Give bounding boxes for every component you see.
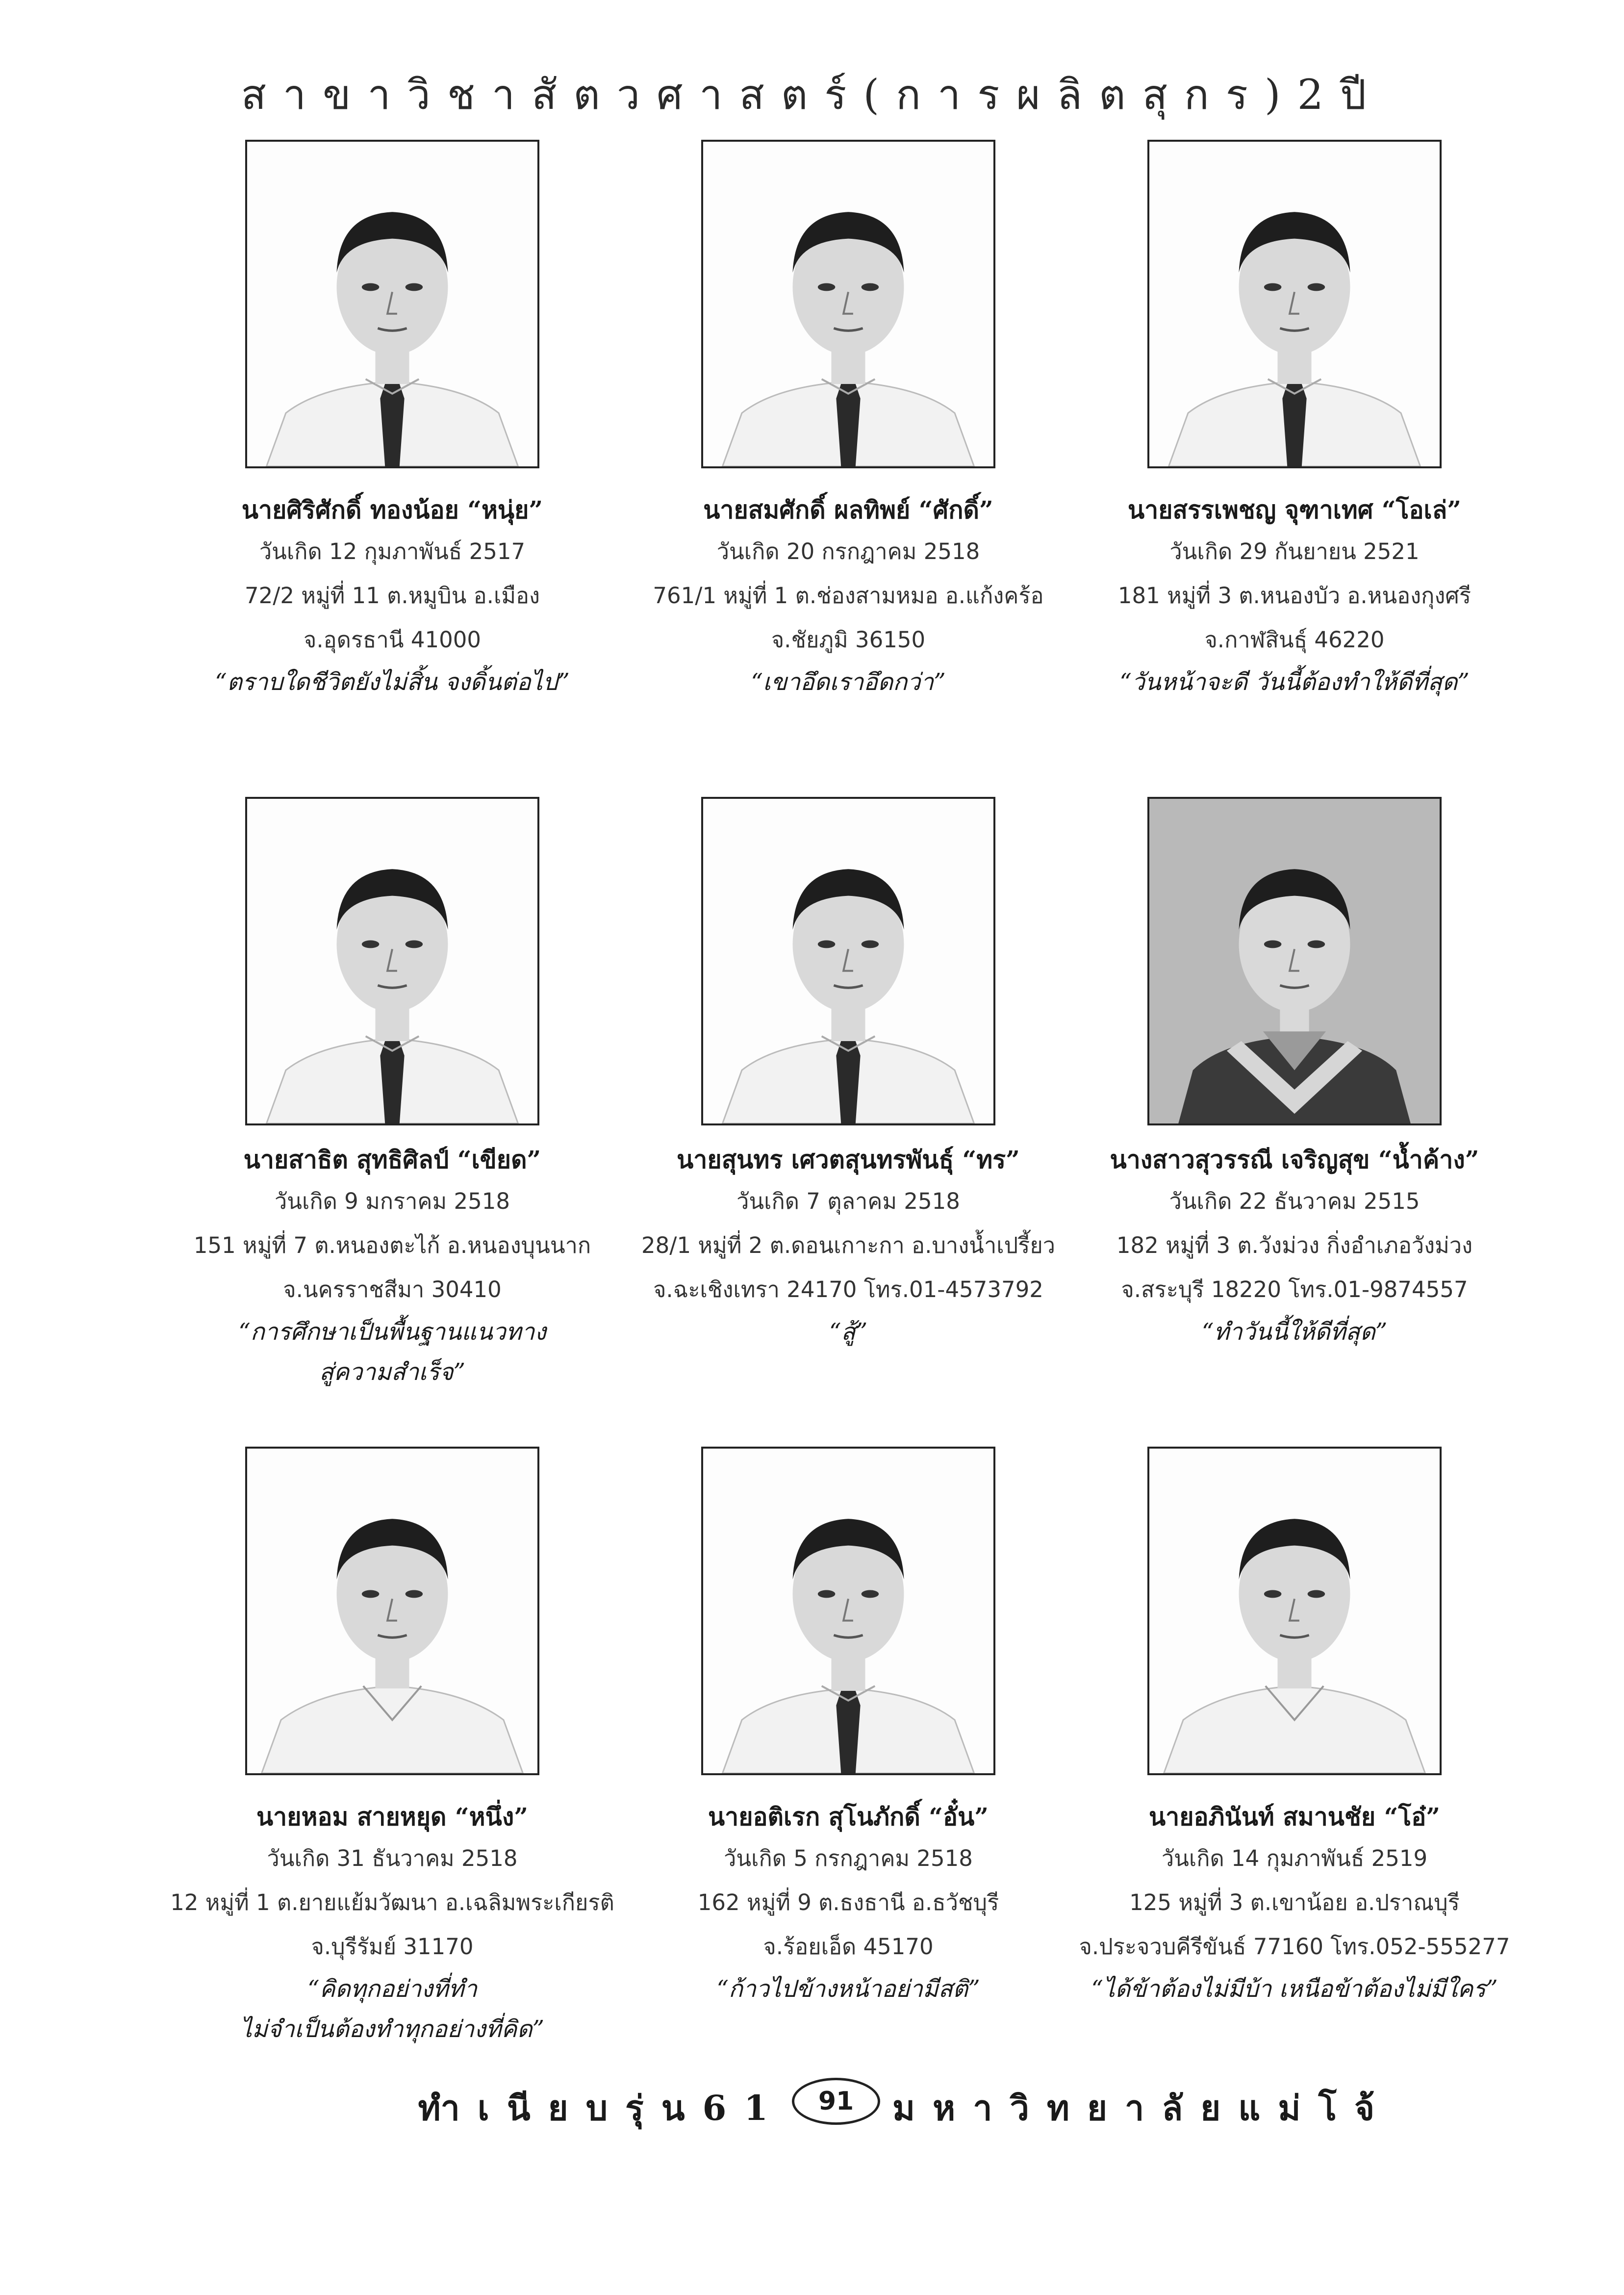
- footer-university-name: มหาวิทยาลัยแม่โจ้: [892, 2088, 1393, 2128]
- student-name: นายอภินันท์ สมานชัย “โอ๋”: [1148, 1802, 1441, 1831]
- student-info: [603, 490, 1093, 702]
- student-birthdate: วันเกิด 29 กันยายน 2521: [1169, 538, 1420, 564]
- student-birthdate: วันเกิด 12 กุมภาพันธ์ 2517: [259, 538, 526, 564]
- student-province: จ.ฉะเชิงเทรา 24170 โทร.01-4573792: [653, 1276, 1043, 1302]
- page-footer: [0, 2072, 1624, 2131]
- student-province: จ.กาฬสินธุ์ 46220: [1204, 627, 1385, 653]
- student-motto: “เขาอึดเราอึดกว่า”: [751, 668, 946, 696]
- student-photo: [245, 1447, 539, 1775]
- student-birthdate: วันเกิด 7 ตุลาคม 2518: [736, 1188, 960, 1214]
- student-name: นางสาวสุวรรณี เจริญสุข “น้ำค้าง”: [1110, 1145, 1479, 1174]
- student-motto: “คิดทุกอย่างที่ทำ: [307, 1975, 478, 2003]
- student-motto: “วันหน้าจะดี วันนี้ต้องทำให้ดีที่สุด”: [1119, 668, 1470, 696]
- student-province: จ.ชัยภูมิ 36150: [771, 627, 926, 653]
- student-name: นายสาธิต สุทธิศิลป์ “เขียด”: [243, 1145, 541, 1174]
- student-info: [147, 1140, 637, 1392]
- student-province: จ.นครราชสีมา 30410: [283, 1276, 502, 1302]
- student-birthdate: วันเกิด 14 กุมภาพันธ์ 2519: [1161, 1845, 1428, 1871]
- student-name: นายสุนทร เศวตสุนทรพันธุ์ “ทร”: [677, 1145, 1020, 1174]
- student-birthdate: วันเกิด 9 มกราคม 2518: [274, 1188, 510, 1214]
- student-info: [147, 490, 637, 702]
- student-name: นายสรรเพชญ จุฑาเทศ “โอเล่”: [1128, 495, 1461, 524]
- student-name: นายหอม สายหยุด “หนึ่ง”: [256, 1802, 528, 1831]
- student-motto: “ก้าวไปข้างหน้าอย่ามีสติ”: [716, 1975, 980, 2003]
- student-province: จ.ประจวบคีรีขันธ์ 77160 โทร.052-555277: [1079, 1934, 1510, 1960]
- student-birthdate: วันเกิด 5 กรกฎาคม 2518: [724, 1845, 973, 1871]
- student-photo: [701, 140, 995, 468]
- student-name: นายสมศักดิ์ ผลทิพย์ “ศักดิ์”: [703, 495, 993, 524]
- student-name: นายอติเรก สุโนภักดิ์ “อั๋น”: [708, 1802, 989, 1831]
- student-address: 12 หมู่ที่ 1 ต.ยายแย้มวัฒนา อ.เฉลิมพระเกียรติ: [170, 1889, 614, 1915]
- footer-yearbook-label: ทำเนียบรุ่น61: [418, 2088, 786, 2128]
- page-number-badge: 91: [792, 2078, 880, 2125]
- student-address: 151 หมู่ที่ 7 ต.หนองตะไก้ อ.หนองบุนนาก: [193, 1232, 591, 1258]
- student-province: จ.บุรีรัมย์ 31170: [311, 1934, 474, 1960]
- student-birthdate: วันเกิด 22 ธันวาคม 2515: [1169, 1188, 1420, 1214]
- student-name: นายศิริศักดิ์ ทองน้อย “หนุ่ย”: [241, 495, 543, 524]
- student-motto: “ตราบใดชีวิตยังไม่สิ้น จงดิ้นต่อไป”: [215, 668, 570, 696]
- student-info: [603, 1140, 1093, 1352]
- student-photo: [701, 797, 995, 1125]
- student-motto: “สู้”: [829, 1318, 868, 1346]
- student-motto: “ทำวันนี้ให้ดีที่สุด”: [1201, 1318, 1388, 1346]
- student-photo: [1147, 140, 1442, 468]
- student-photo: [1147, 797, 1442, 1125]
- student-info: [603, 1797, 1093, 2009]
- student-info: [1049, 1797, 1540, 2009]
- student-info: [147, 1797, 637, 2049]
- student-motto: “การศึกษาเป็นพื้นฐานแนวทาง: [238, 1318, 546, 1346]
- student-info: [1049, 1140, 1540, 1352]
- student-address: 72/2 หมู่ที่ 11 ต.หมูบิน อ.เมือง: [244, 583, 540, 609]
- student-address: 181 หมู่ที่ 3 ต.หนองบัว อ.หนองกุงศรี: [1117, 583, 1472, 609]
- student-province: จ.สระบุรี 18220 โทร.01-9874557: [1121, 1276, 1468, 1302]
- student-photo: [701, 1447, 995, 1775]
- student-address: 761/1 หมู่ที่ 1 ต.ช่องสามหมอ อ.แก้งคร้อ: [653, 583, 1044, 609]
- student-photo: [245, 140, 539, 468]
- student-photo: [245, 797, 539, 1125]
- student-info: [1049, 490, 1540, 702]
- student-photo: [1147, 1447, 1442, 1775]
- page-title: สาขาวิชาสัตวศาสตร์(การผลิตสุกร)2ปี: [241, 71, 1383, 119]
- student-address: 28/1 หมู่ที่ 2 ต.ดอนเกาะกา อ.บางน้ำเปรี้ยว: [641, 1232, 1055, 1258]
- student-province: จ.ร้อยเอ็ด 45170: [763, 1934, 934, 1960]
- student-birthdate: วันเกิด 20 กรกฎาคม 2518: [716, 538, 980, 564]
- student-motto: สู่ความสำเร็จ”: [319, 1358, 466, 1386]
- student-province: จ.อุดรธานี 41000: [303, 627, 482, 653]
- student-birthdate: วันเกิด 31 ธันวาคม 2518: [267, 1845, 518, 1871]
- student-address: 125 หมู่ที่ 3 ต.เขาน้อย อ.ปราณบุรี: [1129, 1889, 1460, 1915]
- student-motto: “ได้ข้าต้องไม่มีบ้า เหนือข้าต้องไม่มีใคร”: [1091, 1975, 1498, 2003]
- student-address: 182 หมู่ที่ 3 ต.วังม่วง กิ่งอำเภอวังม่วง: [1116, 1232, 1473, 1258]
- student-address: 162 หมู่ที่ 9 ต.ธงธานี อ.ธวัชบุรี: [697, 1889, 999, 1915]
- student-motto: ไม่จำเป็นต้องทำทุกอย่างที่คิด”: [240, 2015, 545, 2043]
